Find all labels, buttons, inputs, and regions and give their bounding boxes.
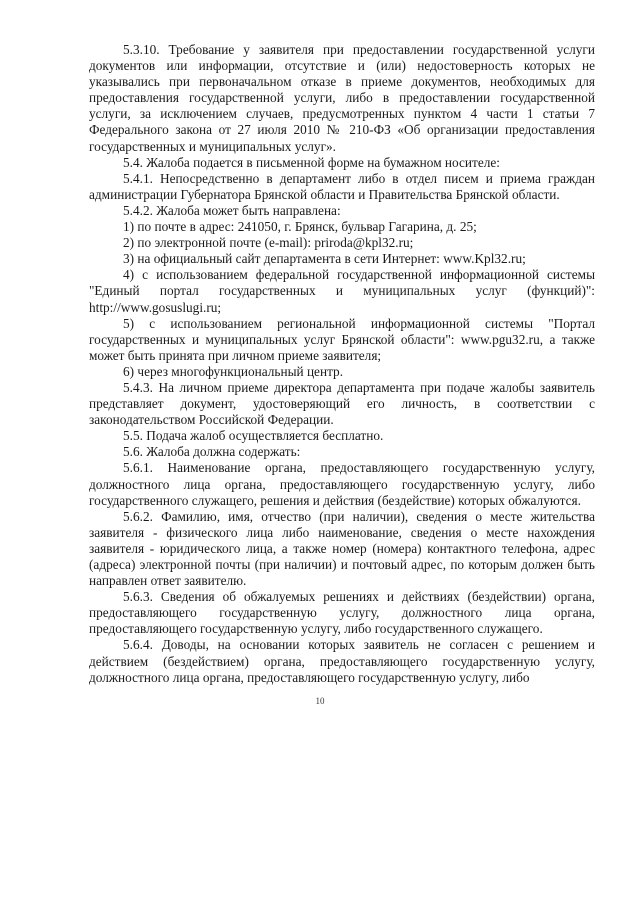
list-item-website: 3) на официальный сайт департамента в сети Интернет: www.Kpl32.ru; xyxy=(123,251,526,267)
paragraph-5-6-2: 5.6.2. Фамилию, имя, отчество (при наличии), сведения о месте жительства заявителя - физического лица либо наименование, сведения о месте нахождения заявителя - юридического лица, а также номер (номера) контактного телефона, адрес (адреса) электронной почты (при наличии) и почтовый адрес, по которым должен быть направлен ответ заявителю. xyxy=(89,508,595,589)
paragraph-5-3-10: 5.3.10. Требование у заявителя при предоставлении государственной услуги документов или информации, отсутствие и (или) недостоверность которых не указывались при первоначальном отказе в приеме документов, необходимых для предоставления государственной услуги, либо в предоставлении государственной услуги, за исключением случаев, предусмотренных пунктом 4 части 1 статьи 7 Федерального закона от 27 июля 2010 № 210-ФЗ «Об организации предоставления государственных и муниципальных услуг». xyxy=(89,42,595,154)
paragraph-5-6-3: 5.6.3. Сведения об обжалуемых решениях и действиях (бездействии) органа, предоставляющего государственную услугу, должностного лица органа, предоставляющего государственную услугу, либо государственного служащего. xyxy=(89,589,595,637)
paragraph-5-4: 5.4. Жалоба подается в письменной форме на бумажном носителе: xyxy=(123,154,500,170)
paragraph-5-6-4: 5.6.4. Доводы, на основании которых заявитель не согласен с решением и действием (бездействием) органа, предоставляющего государственную услугу, должностного лица органа, предоставляющего государственную услугу, либо xyxy=(89,637,595,685)
page-number: 10 xyxy=(315,696,325,706)
list-item-post: 1) по почте в адрес: 241050, г. Брянск, бульвар Гагарина, д. 25; xyxy=(123,219,477,235)
paragraph-5-4-2: 5.4.2. Жалоба может быть направлена: xyxy=(123,202,341,218)
list-item-email: 2) по электронной почте (e-mail): priroda@kpl32.ru; xyxy=(123,235,414,251)
paragraph-5-4-3: 5.4.3. На личном приеме директора департамента при подаче жалобы заявитель представляет документ, удостоверяющий его личность, в соответствии с законодательством Российской Федерации. xyxy=(89,379,595,428)
list-item-regional-portal: 5) с использованием региональной информационной системы "Портал государственных и муниципальных услуг Брянской области": www.pgu32.ru, а также может быть принята при личном приеме заявителя; xyxy=(89,315,595,363)
document-body xyxy=(89,42,595,686)
paragraph-5-6: 5.6. Жалоба должна содержать: xyxy=(123,444,301,460)
list-item-federal-portal: 4) с использованием федеральной государственной информационной системы "Единый портал государственных и муниципальных услуг (функций)": http://www.gosuslugi.ru; xyxy=(89,267,595,315)
paragraph-5-4-1: 5.4.1. Непосредственно в департамент либо в отдел писем и приема граждан администрации Губернатора Брянской области и Правительства Брянской области. xyxy=(89,170,595,202)
list-item-mfc: 6) через многофункциональный центр. xyxy=(123,363,344,379)
paragraph-5-5: 5.5. Подача жалоб осуществляется бесплатно. xyxy=(123,428,384,444)
paragraph-5-6-1: 5.6.1. Наименование органа, предоставляющего государственную услугу, должностного лица органа, предоставляющего государственную услугу, либо государственного служащего, решения и действия (бездействие) которых обжалуются. xyxy=(89,460,595,508)
